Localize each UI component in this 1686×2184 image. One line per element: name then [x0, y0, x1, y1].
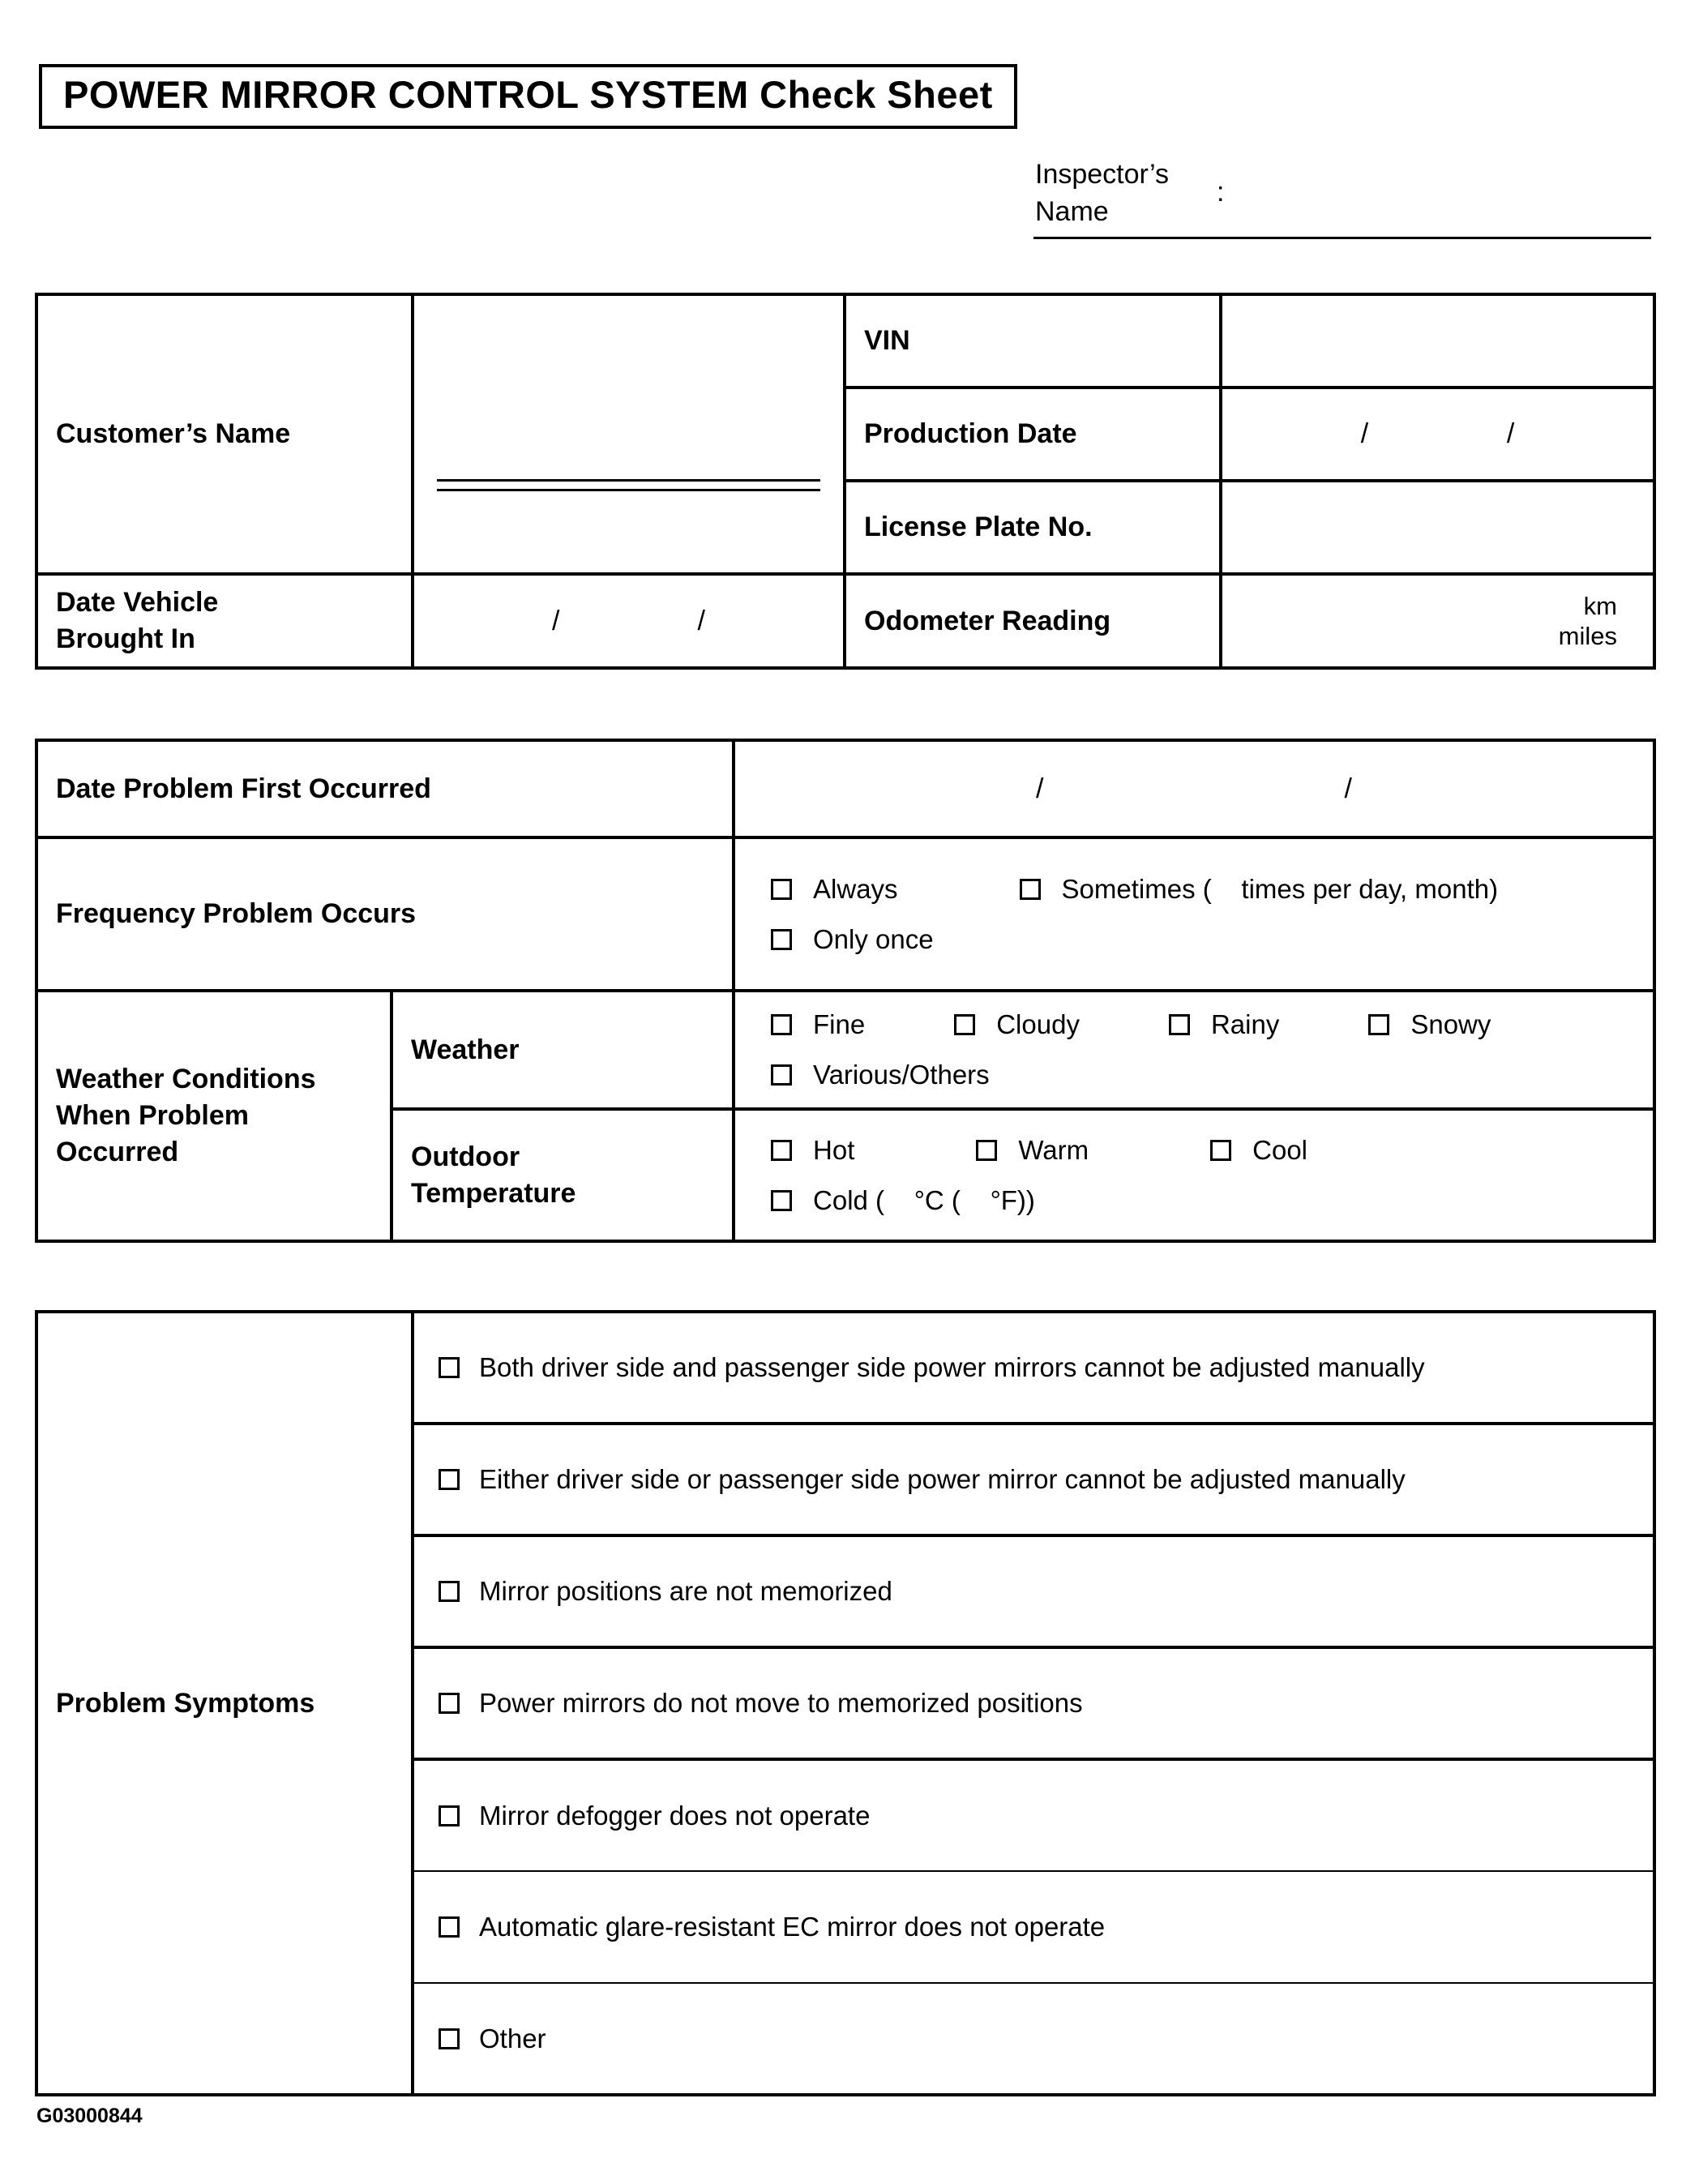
problem-details-table [35, 739, 1656, 1243]
symptom-checkbox[interactable] [439, 1916, 460, 1938]
symptom-option [439, 1576, 892, 1607]
various-others-checkbox[interactable] [771, 1064, 792, 1086]
symptom-option [439, 1688, 1083, 1719]
title-box [39, 64, 1017, 129]
date-slash: / [697, 605, 705, 636]
license-plate-field [1221, 481, 1654, 574]
cool-checkbox[interactable] [1210, 1140, 1231, 1161]
odometer-reading-field [1221, 574, 1654, 668]
frequency-problem-occurs-label: Frequency Problem Occurs [36, 837, 734, 991]
symptom-row [413, 1871, 1654, 1983]
date-vehicle-brought-in-label: Date Vehicle Brought In [36, 574, 413, 668]
frequency-option-sometimes: Sometimes ( times per day, month) [1020, 874, 1499, 905]
license-plate-label: License Plate No. [845, 481, 1221, 574]
date-slash: / [552, 605, 560, 636]
symptom-label: Power mirrors do not move to memorized positions [479, 1688, 1083, 1718]
frequency-option-always: Always [771, 874, 898, 905]
date-problem-first-occurred-field [734, 740, 1654, 837]
weather-label: Weather [392, 991, 734, 1109]
symptom-label: Other [479, 2023, 546, 2053]
inspector-colon: : [1217, 177, 1225, 208]
symptom-checkbox[interactable] [439, 1469, 460, 1490]
sometimes-checkbox[interactable] [1020, 879, 1041, 900]
date-slash: / [1360, 418, 1369, 449]
symptom-checkbox[interactable] [439, 1357, 460, 1378]
symptom-option [439, 1801, 870, 1831]
temperature-option-hot: Hot [771, 1135, 854, 1166]
customers-name-field [413, 294, 845, 574]
symptom-label: Mirror defogger does not operate [479, 1800, 871, 1831]
frequency-option-only-once: Only once [771, 924, 934, 955]
snowy-checkbox[interactable] [1368, 1014, 1389, 1035]
weather-option-various-others: Various/Others [771, 1060, 990, 1090]
date-problem-first-occurred-label: Date Problem First Occurred [36, 740, 734, 837]
always-checkbox[interactable] [771, 879, 792, 900]
vin-field [1221, 294, 1654, 388]
page-title: POWER MIRROR CONTROL SYSTEM Check Sheet [63, 73, 993, 116]
date-vehicle-brought-in-field [413, 574, 845, 668]
symptom-option [439, 2023, 546, 2054]
problem-symptoms-table [35, 1310, 1656, 2096]
weather-option-snowy: Snowy [1368, 1009, 1491, 1040]
symptom-row [413, 1647, 1654, 1759]
customer-info-table [35, 293, 1656, 670]
symptom-checkbox[interactable] [439, 1805, 460, 1826]
symptom-checkbox[interactable] [439, 2028, 460, 2049]
symptom-label: Either driver side or passenger side power mirror cannot be adjusted manually [479, 1464, 1406, 1494]
date-slash: / [1344, 773, 1352, 804]
inspector-label-line1: Inspector’s [1035, 159, 1170, 190]
date-slash: / [1036, 773, 1044, 804]
odometer-reading-label: Odometer Reading [845, 574, 1221, 668]
weather-conditions-label: Weather Conditions When Problem Occurred [36, 991, 392, 1241]
cold-checkbox[interactable] [771, 1190, 792, 1211]
symptom-row [413, 1759, 1654, 1871]
weather-option-fine: Fine [771, 1009, 865, 1040]
weather-option-cloudy: Cloudy [954, 1009, 1080, 1040]
symptom-checkbox[interactable] [439, 1693, 460, 1714]
symptom-option [439, 1352, 1425, 1383]
fine-checkbox[interactable] [771, 1014, 792, 1035]
only-once-checkbox[interactable] [771, 929, 792, 950]
symptom-label: Automatic glare-resistant EC mirror does not operate [479, 1912, 1106, 1942]
outdoor-temperature-label: Outdoor Temperature [392, 1109, 734, 1241]
weather-options-cell [734, 991, 1654, 1109]
frequency-options-cell [734, 837, 1654, 991]
symptom-option [439, 1912, 1105, 1942]
warm-checkbox[interactable] [976, 1140, 997, 1161]
vin-label: VIN [845, 294, 1221, 388]
rainy-checkbox[interactable] [1169, 1014, 1190, 1035]
unit-miles: miles [1558, 622, 1617, 650]
temperature-option-cold: Cold ( °C ( °F)) [771, 1185, 1035, 1216]
signature-double-line [437, 479, 820, 491]
cloudy-checkbox[interactable] [954, 1014, 975, 1035]
temperature-option-warm: Warm [976, 1135, 1089, 1166]
weather-option-rainy: Rainy [1169, 1009, 1279, 1040]
temperature-options-cell [734, 1109, 1654, 1241]
hot-checkbox[interactable] [771, 1140, 792, 1161]
symptom-label: Both driver side and passenger side power mirrors cannot be adjusted manually [479, 1352, 1425, 1382]
inspector-label-line2: Name [1035, 196, 1109, 227]
symptom-row [413, 1983, 1654, 2095]
production-date-label: Production Date [845, 388, 1221, 481]
production-date-field [1221, 388, 1654, 481]
symptom-label: Mirror positions are not memorized [479, 1576, 892, 1606]
temperature-option-cool: Cool [1210, 1135, 1307, 1166]
inspector-name-field-line [1033, 237, 1651, 239]
unit-km: km [1583, 592, 1617, 620]
problem-symptoms-label: Problem Symptoms [36, 1312, 413, 2095]
inspector-name-block [1035, 156, 1654, 230]
customers-name-label: Customer’s Name [36, 294, 413, 574]
symptom-option [439, 1464, 1406, 1495]
symptom-row [413, 1312, 1654, 1424]
symptom-checkbox[interactable] [439, 1581, 460, 1602]
date-slash: / [1506, 418, 1515, 449]
figure-code: G03000844 [36, 2105, 143, 2127]
symptom-row [413, 1424, 1654, 1535]
symptom-row [413, 1535, 1654, 1647]
